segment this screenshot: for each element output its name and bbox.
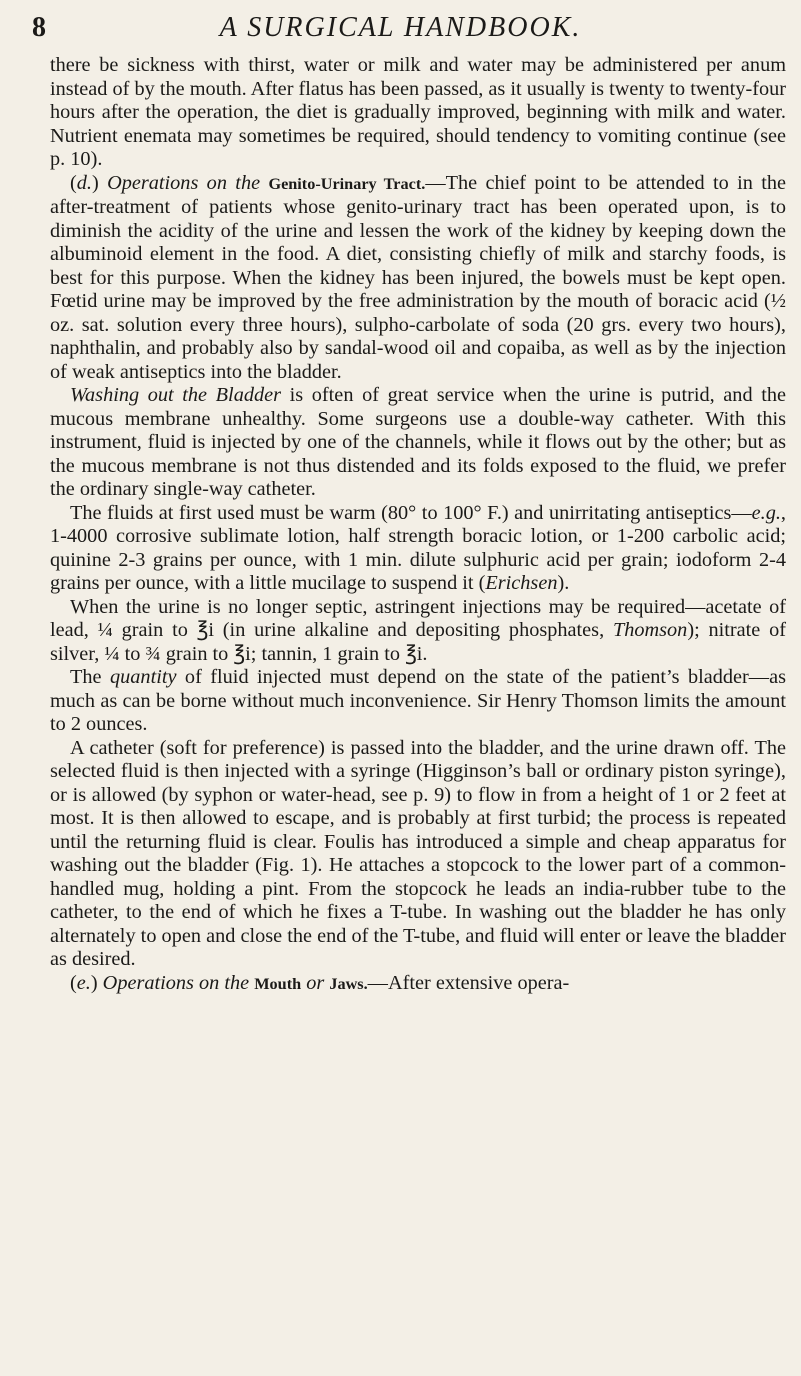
text-run: ).	[557, 572, 570, 594]
text-run: , 1-4000 corrosive sublimate lotion, half strength boracic lotion, or 1-200 carbolic acid; quinine 2-3 grains per ounce, with 1 min. dilute sulphuric acid per grain; iodoform 2-4 grains per ounce, with a little mucilage to suspend it (	[50, 501, 786, 594]
text-run: The	[70, 666, 110, 688]
text-run: Operations on the	[102, 971, 250, 994]
page-header	[32, 8, 769, 52]
text-run: quantity	[110, 666, 177, 688]
paragraph	[50, 54, 786, 172]
text-run: Erichsen	[485, 572, 558, 594]
text-run: A catheter (soft for preference) is passed into the bladder, and the urine drawn off. The selected fluid is then injected with a syringe (Higginson’s ball or ordinary piston syringe), or is allowed (by syphon or water-head, see p. 9) to flow in from a height of 1 or 2 feet at most. It is then allowed to escape, and is probably at first turbid; the process is repeated until the returning fluid is clear. Foulis has introduced a simple and cheap apparatus for washing out the bladder (Fig. 1). He attaches a stopcock to the lower part of a common-handled mug, holding a pint. From the stopcock he leads an india-rubber tube to the catheter, to the end of which he fixes a T-tube. In washing out the bladder he has only alternately to open and close the end of the T-tube, and fluid will enter or leave the bladder as desired.	[50, 736, 786, 970]
text-run: Washing out the Bladder	[70, 384, 282, 406]
text-run: e.g.	[751, 501, 781, 524]
text-run: —The chief point to be attended to in the after-treatment of patients whose genito-urinary tract has been operated upon, is to diminish the acidity of the urine and lessen the work of the kidney by keeping down the albuminoid element in the food. A diet, consisting chiefly of milk and starchy foods, is best for this purpose. When the kidney has been injured, the bowels must be kept open. Fœtid urine may be improved by the free administration by the mouth of boracic acid (½ oz. sat. solution every three hours), sulpho-carbolate of soda (20 grs. every two hours), naphthalin, and probably also by sandal-wood oil and copaiba, as well as by the injection of weak antiseptics into the bladder.	[50, 171, 787, 383]
text-run: ); nitrate of silver, ¼ to ¾ grain to ℥i; tannin, 1 grain to ℥i.	[50, 619, 786, 665]
text-run: —After extensive opera-	[367, 971, 570, 994]
text-run: (	[70, 171, 77, 194]
paragraph	[50, 596, 786, 667]
text-run: )	[90, 971, 103, 994]
body-text	[50, 54, 786, 996]
text-run: Jaws.	[329, 974, 368, 993]
text-run: or	[306, 971, 325, 994]
text-run: Genito-Urinary Tract.	[268, 174, 426, 193]
text-run: Thomson	[612, 619, 688, 641]
text-run: Mouth	[254, 974, 302, 993]
paragraph	[50, 972, 786, 997]
paragraph	[50, 502, 786, 596]
text-run: When the urine is no longer septic, astringent injections may be required—acetate of lead, ¼ grain to ℥i (in urine alkaline and depositing phosphates,	[50, 595, 786, 641]
text-run: is often of great service when the urine is putrid, and the mucous membrane unhealthy. Some surgeons use a double-way catheter. With this instrument, fluid is injected by one of the channels, while it flows out by the other; but as the mucous membrane is not thus distended and its folds exposed to the fluid, we prefer the ordinary single-way catheter.	[50, 384, 786, 500]
text-run: Operations on the	[107, 171, 261, 194]
page-number: 8	[32, 12, 46, 43]
paragraph	[50, 737, 786, 972]
paragraph	[50, 384, 786, 502]
text-run: (	[70, 971, 77, 994]
text-run: there be sickness with thirst, water or milk and water may be administered per anum instead of by the mouth. After flatus has been passed, as it usually is twenty to twenty-four hours after the operation, the diet is gradually improved, beginning with milk and water. Nutrient enemata may sometimes be required, should tendency to vomiting continue (see p. 10).	[50, 54, 786, 170]
paragraph	[50, 666, 786, 737]
text-run: of fluid injected must depend on the state of the patient’s bladder—as much as can be borne without much inconvenience. Sir Henry Thomson limits the amount to 2 ounces.	[50, 666, 786, 735]
text-run: The fluids at first used must be warm (80° to 100° F.) and unirritating antiseptics—	[70, 501, 752, 524]
text-run: e.	[76, 971, 91, 994]
running-head: A SURGICAL HANDBOOK.	[219, 12, 582, 43]
text-run: )	[91, 171, 108, 194]
paragraph	[50, 172, 786, 385]
text-run: d.	[76, 171, 92, 194]
